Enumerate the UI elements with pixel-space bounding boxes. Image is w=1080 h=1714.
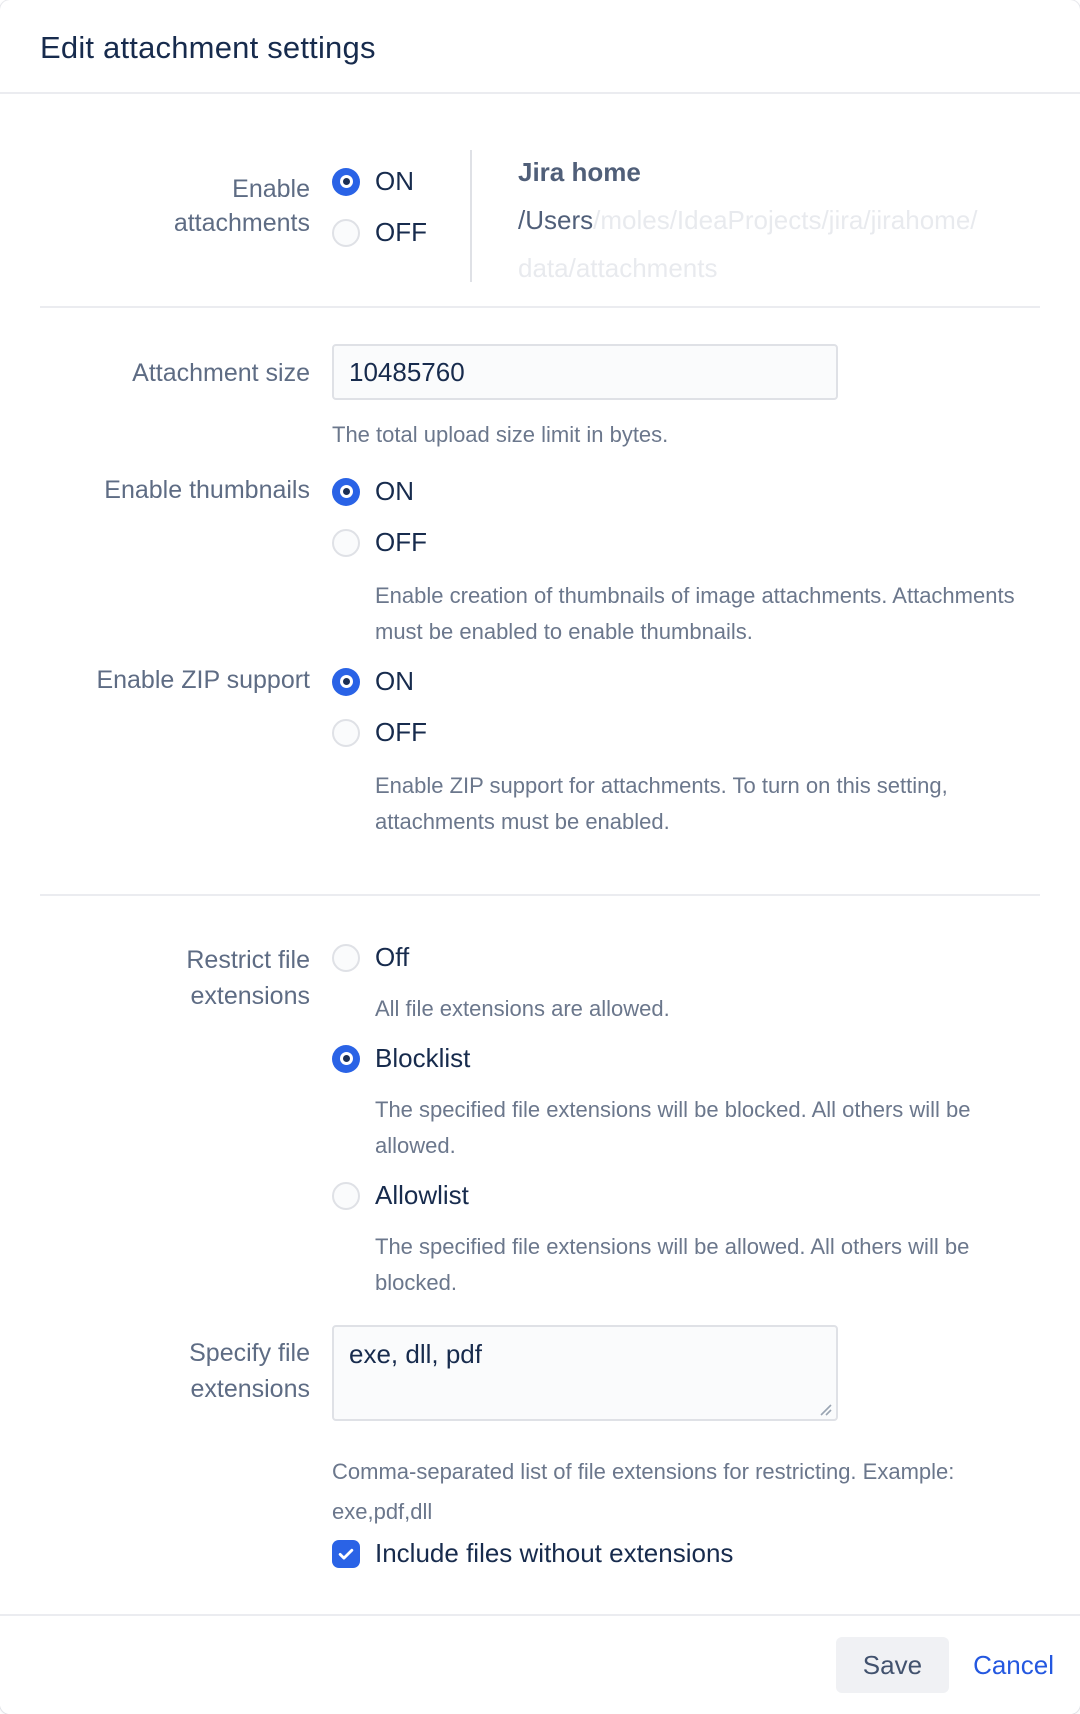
jira-home-info (472, 146, 1040, 292)
dialog-header (0, 0, 1080, 94)
specify-extensions-label: Specify file extensions (189, 1339, 310, 1403)
restrict-allowlist-help: The specified file extensions will be allowed. All others will be blocked. (375, 1234, 970, 1295)
enable-zip-on-radio[interactable] (332, 668, 360, 696)
enable-thumbnails-off-radio[interactable] (332, 529, 360, 557)
resize-handle-icon[interactable] (817, 1401, 832, 1416)
row-attachment-size (40, 344, 1040, 448)
restrict-blocklist-label[interactable]: Blocklist (375, 1043, 471, 1073)
enable-thumbnails-radio-group (332, 476, 1040, 650)
jira-home-title: Jira home (518, 157, 641, 187)
enable-attachments-radio-group (332, 146, 432, 248)
enable-attachments-label: Enable attachments (173, 175, 310, 237)
section-divider (40, 306, 1040, 308)
row-enable-thumbnails (40, 476, 1040, 650)
row-enable-attachments (40, 146, 1040, 292)
enable-zip-radio-group (332, 666, 1040, 840)
jira-home-path: /Users/moles/IdeaProjects/jira/jirahome/ (518, 205, 978, 235)
enable-thumbnails-label: Enable thumbnails (104, 476, 310, 504)
restrict-allowlist-radio[interactable] (332, 1182, 360, 1210)
include-no-extensions-label[interactable]: Include files without extensions (375, 1538, 734, 1568)
enable-attachments-on-label[interactable]: ON (375, 166, 414, 196)
enable-thumbnails-help: Enable creation of thumbnails of image attachments. Attachments must be enabled to enable thumbnails. (375, 583, 1015, 644)
specify-extensions-textarea[interactable] (332, 1325, 838, 1421)
jira-home-path-redacted-line2: data/attachments (518, 253, 718, 283)
row-include-without-extensions (40, 1538, 1040, 1569)
restrict-blocklist-radio[interactable] (332, 1045, 360, 1073)
enable-thumbnails-off-label[interactable]: OFF (375, 527, 427, 557)
enable-zip-on-label[interactable]: ON (375, 666, 414, 696)
restrict-off-help: All file extensions are allowed. (375, 996, 670, 1021)
enable-thumbnails-on-label[interactable]: ON (375, 476, 414, 506)
specify-extensions-help: Comma-separated list of file extensions for restricting. Example: exe,pdf,dll (332, 1459, 955, 1524)
enable-thumbnails-on-radio[interactable] (332, 478, 360, 506)
restrict-off-radio[interactable] (332, 944, 360, 972)
enable-zip-off-label[interactable]: OFF (375, 717, 427, 747)
include-no-extensions-checkbox[interactable] (332, 1540, 360, 1568)
restrict-off-label[interactable]: Off (375, 942, 410, 972)
attachment-size-label: Attachment size (132, 359, 310, 387)
attachment-size-help: The total upload size limit in bytes. (332, 422, 669, 447)
section-divider (40, 894, 1040, 896)
restrict-blocklist-help: The specified file extensions will be blocked. All others will be allowed. (375, 1097, 971, 1158)
enable-attachments-off-label[interactable]: OFF (375, 217, 427, 247)
save-button[interactable]: Save (836, 1637, 949, 1693)
jira-home-path-redacted: /moles/IdeaProjects/jira/jirahome/ (593, 205, 978, 235)
cancel-button[interactable]: Cancel (973, 1649, 1054, 1680)
row-restrict-extensions (40, 942, 1040, 1301)
enable-zip-off-radio[interactable] (332, 719, 360, 747)
checkmark-icon (336, 1544, 356, 1564)
row-enable-zip (40, 666, 1040, 840)
enable-attachments-on-radio[interactable] (332, 168, 360, 196)
enable-zip-help: Enable ZIP support for attachments. To turn on this setting, attachments must be enabled. (375, 773, 948, 834)
restrict-allowlist-label[interactable]: Allowlist (375, 1180, 469, 1210)
enable-attachments-off-radio[interactable] (332, 219, 360, 247)
restrict-extensions-radio-group (332, 942, 1040, 1301)
settings-form (0, 94, 1080, 1614)
attachment-size-input[interactable] (332, 344, 838, 400)
restrict-extensions-label: Restrict file extensions (186, 946, 310, 1010)
enable-zip-label: Enable ZIP support (96, 666, 310, 694)
page-title: Edit attachment settings (40, 30, 376, 65)
row-specify-extensions (40, 1325, 1040, 1532)
dialog-footer (0, 1614, 1080, 1714)
